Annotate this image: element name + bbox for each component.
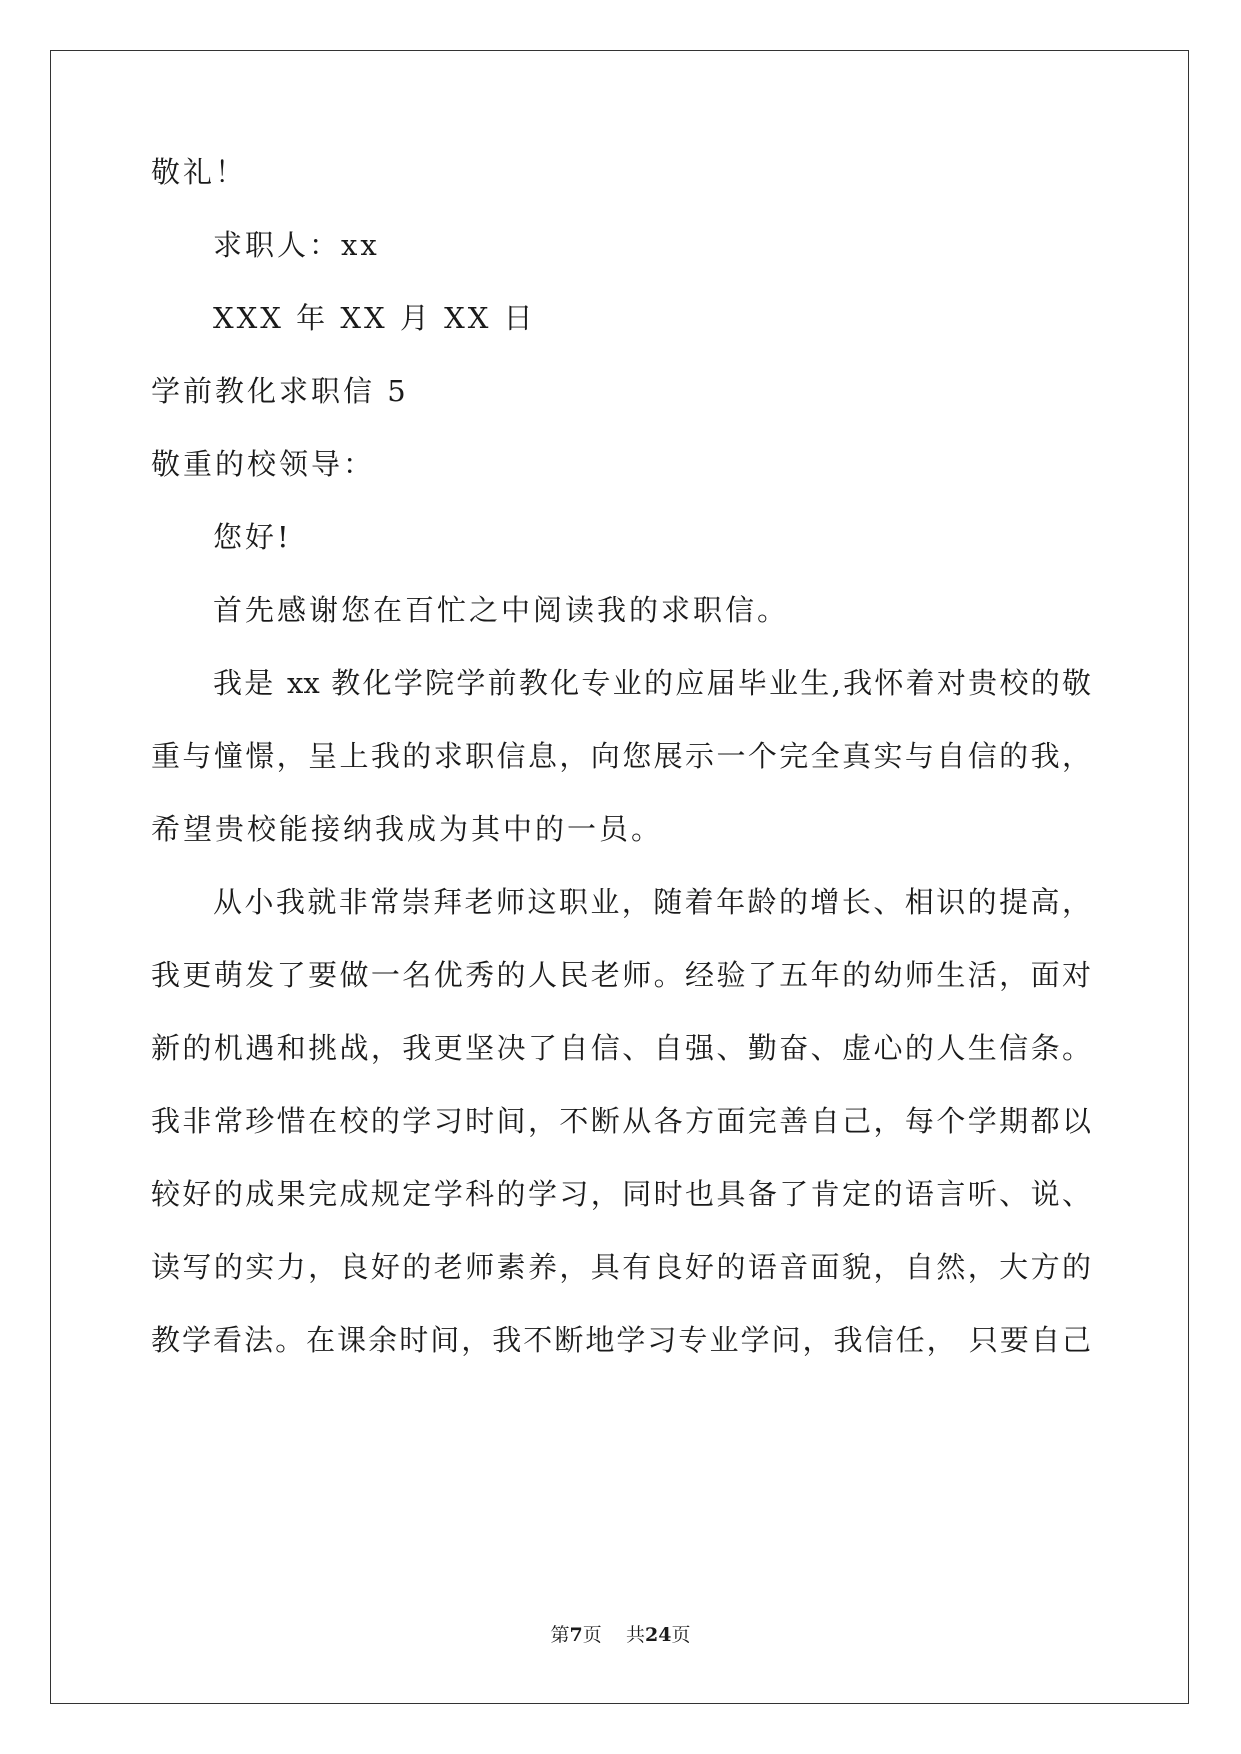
section-title: 学前教化求职信 5 — [151, 374, 409, 408]
paragraph-line: 希望贵校能接纳我成为其中的一员。 — [151, 812, 664, 846]
footer-page-unit: 页 — [582, 1624, 602, 1646]
footer-total-pages: 24 — [644, 1624, 672, 1646]
closing-salutation: 敬礼！ — [151, 155, 248, 189]
page-number-footer — [0, 1623, 1241, 1647]
paragraph-line: 重与憧憬，呈上我的求职信息，向您展示一个完全真实与自信的我， — [151, 739, 1091, 773]
paragraph-line: 读写的实力，良好的老师素养，具有良好的语音面貌，自然，大方的 — [151, 1250, 1091, 1284]
footer-total-unit: 页 — [671, 1624, 691, 1646]
paragraph-line: 较好的成果完成规定学科的学习，同时也具备了肯定的语言听、说、 — [151, 1177, 1091, 1211]
paragraph-line: 教学看法。在课余时间，我不断地学习专业学问，我信任， 只要自己 — [151, 1323, 1091, 1357]
footer-prefix: 第 — [550, 1624, 570, 1646]
paragraph-line: 我更萌发了要做一名优秀的人民老师。经验了五年的幼师生活，面对 — [151, 958, 1091, 992]
signature-applicant: 求职人：xx — [213, 228, 380, 262]
greeting-recipient: 敬重的校领导： — [151, 447, 376, 481]
signature-date: XXX 年 XX 月 XX 日 — [213, 301, 536, 335]
paragraph-line: 从小我就非常崇拜老师这职业，随着年龄的增长、相识的提高， — [213, 885, 1091, 919]
paragraph-line: 我非常珍惜在校的学习时间，不断从各方面完善自己，每个学期都以 — [151, 1104, 1091, 1138]
paragraph-line: 新的机遇和挑战，我更坚决了自信、自强、勤奋、虚心的人生信条。 — [151, 1031, 1091, 1065]
greeting: 您好! — [213, 520, 292, 554]
footer-current-page: 7 — [569, 1624, 583, 1646]
paragraph-line: 我是 xx 教化学院学前教化专业的应届毕业生,我怀着对贵校的敬 — [213, 666, 1091, 700]
footer-total-prefix: 共 — [625, 1624, 645, 1646]
paragraph-line: 首先感谢您在百忙之中阅读我的求职信。 — [213, 593, 790, 627]
